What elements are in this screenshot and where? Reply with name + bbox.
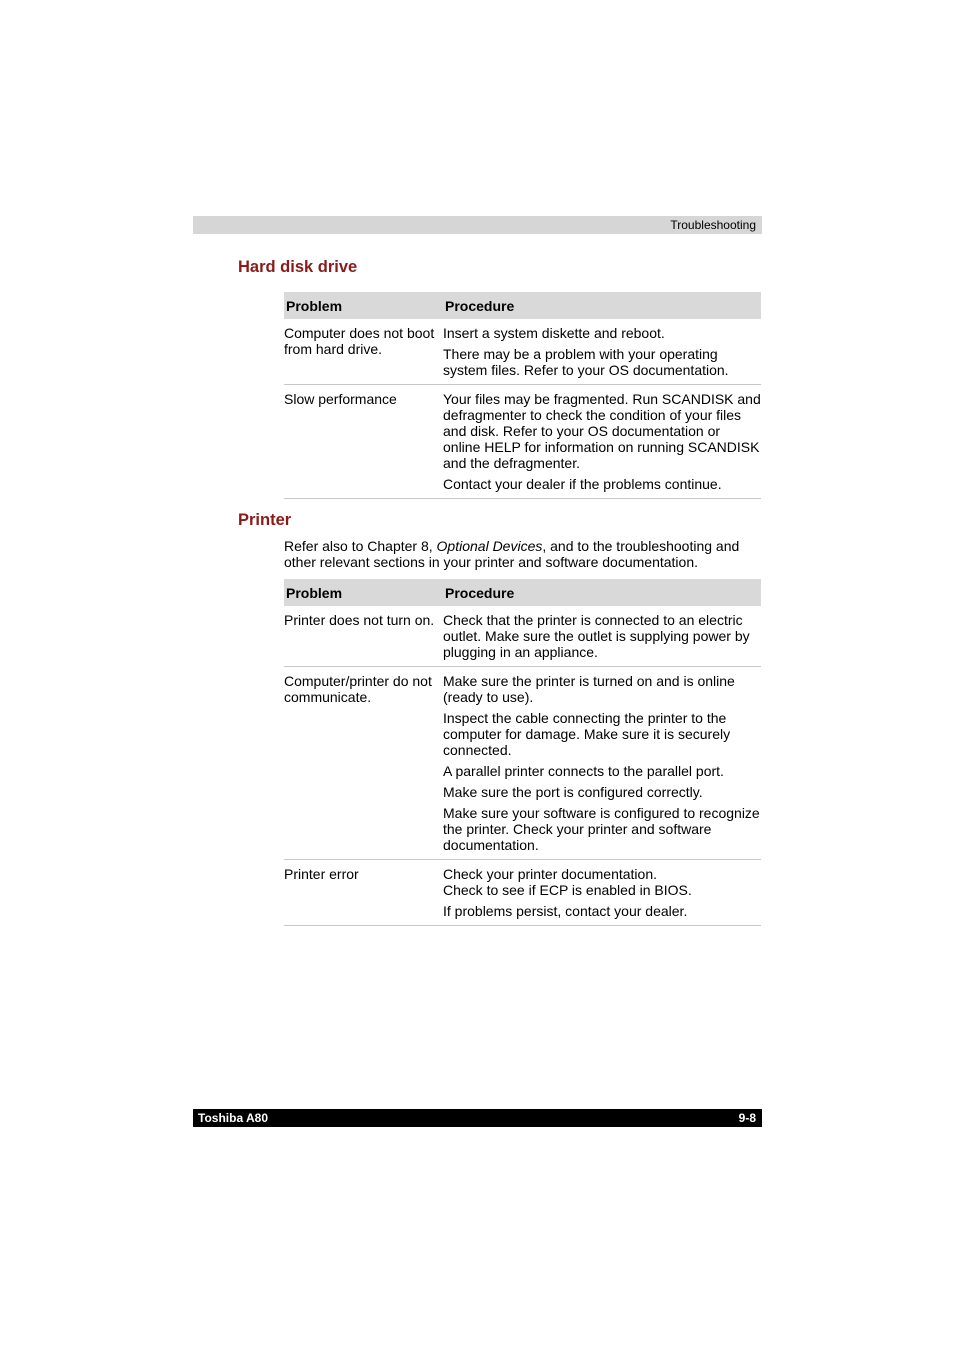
- procedure-cell: [443, 860, 761, 926]
- table-row: [284, 606, 761, 667]
- problem-cell: Printer does not turn on.: [284, 606, 443, 667]
- running-header: [193, 216, 762, 234]
- procedure-step: A parallel printer connects to the parallel port.: [443, 763, 724, 779]
- procedure-cell: [443, 319, 761, 385]
- problem-cell: Computer/printer do not communicate.: [284, 667, 443, 860]
- procedure-step: Insert a system diskette and reboot.: [443, 325, 665, 341]
- table-row: [284, 667, 761, 860]
- product-name: Toshiba A80: [198, 1111, 269, 1125]
- procedure-step: If problems persist, contact your dealer.: [443, 903, 688, 919]
- column-header-problem: Problem: [284, 579, 443, 606]
- chapter-title: Troubleshooting: [670, 218, 756, 232]
- section-title-hard-disk: Hard disk drive: [238, 258, 358, 276]
- intro-text-continued: , and to the troubleshooting and other relevant sections in your printer and software documentation.: [284, 538, 740, 570]
- column-header-procedure: Procedure: [443, 292, 761, 319]
- hard-disk-table: [284, 292, 761, 499]
- page-number: 9-8: [738, 1111, 756, 1125]
- table-header-row: [284, 292, 761, 319]
- problem-cell: Computer does not boot from hard drive.: [284, 319, 443, 385]
- procedure-step: Make sure your software is configured to recognize the printer. Check your printer and software documentation.: [443, 805, 760, 853]
- procedure-step: Check to see if ECP is enabled in BIOS.: [443, 882, 692, 898]
- problem-cell: Slow performance: [284, 385, 443, 499]
- procedure-step: Make sure the port is configured correctly.: [443, 784, 703, 800]
- column-header-procedure: Procedure: [443, 579, 761, 606]
- table-row: [284, 385, 761, 499]
- intro-text: Refer also to Chapter 8,: [284, 538, 437, 554]
- problem-cell: Printer error: [284, 860, 443, 926]
- intro-chapter-reference: Optional Devices: [436, 538, 543, 554]
- table-row: [284, 319, 761, 385]
- procedure-step: Check your printer documentation.: [443, 866, 657, 882]
- table-row: [284, 860, 761, 926]
- procedure-step: Make sure the printer is turned on and is online (ready to use).: [443, 673, 735, 705]
- procedure-step: There may be a problem with your operating system files. Refer to your OS documentation.: [443, 346, 729, 378]
- procedure-cell: [443, 385, 761, 499]
- column-header-problem: Problem: [284, 292, 443, 319]
- procedure-step: Inspect the cable connecting the printer to the computer for damage. Make sure it is securely connected.: [443, 710, 731, 758]
- procedure-step: Check that the printer is connected to an electric outlet. Make sure the outlet is supplying power by plugging in an appliance.: [443, 612, 750, 660]
- procedure-cell: [443, 667, 761, 860]
- printer-table: [284, 579, 761, 926]
- procedure-step: Contact your dealer if the problems continue.: [443, 476, 722, 492]
- printer-intro: [284, 538, 762, 570]
- procedure-step: Your files may be fragmented. Run SCANDISK and defragmenter to check the condition of your files and disk. Refer to your OS documentation or online HELP for information on running SCANDISK and the defragmenter.: [443, 391, 761, 471]
- section-title-printer: Printer: [238, 511, 292, 529]
- procedure-cell: [443, 606, 761, 667]
- running-footer: [193, 1109, 762, 1127]
- table-header-row: [284, 579, 761, 606]
